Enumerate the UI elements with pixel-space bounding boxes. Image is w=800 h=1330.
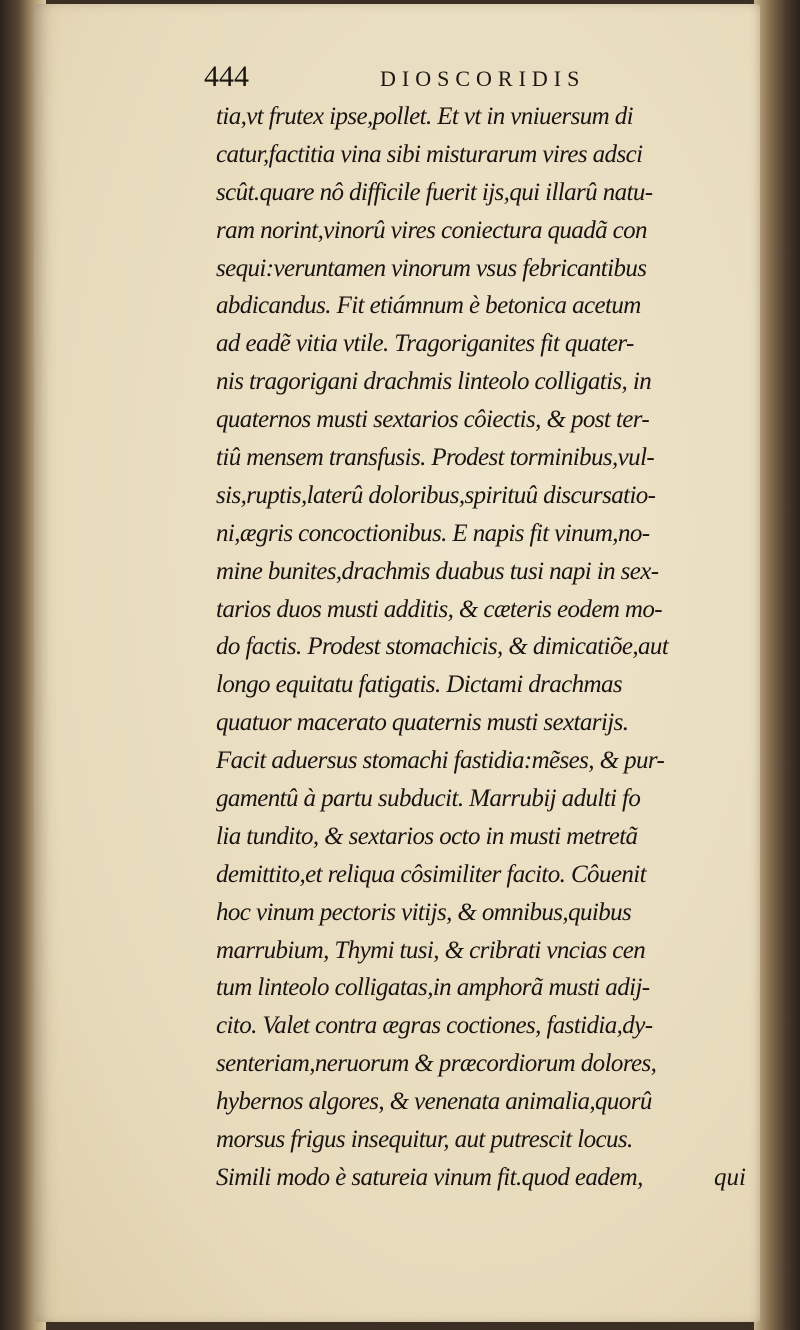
text-line: morsus frigus insequitur, aut putrescit locus. [216,1126,633,1154]
text-line: longo equitatu fatigatis. Dictami drachmas [216,671,623,699]
running-head: DIOSCORIDIS [380,66,586,91]
text-line: demittito,et reliqua côsimiliter facito. Côuenit [216,860,646,888]
catchword: qui [714,1164,746,1191]
page-header [204,60,704,100]
text-line: quaternos musti sextarios côiectis, & post ter- [216,406,650,434]
text-line: sis,ruptis,laterû doloribus,spirituû discursatio- [216,481,656,509]
text-line: nis tragorigani drachmis linteolo colligatis, in [216,368,652,396]
text-line: Simili modo è satureia vinum fit.quod eadem, [216,1163,643,1191]
text-line: tiû mensem transfusis. Prodest torminibus,vul- [216,444,655,472]
text-line: hoc vinum pectoris vitijs, & omnibus,quibus [216,898,632,926]
text-line: tum linteolo colligatas,in amphorã musti adij- [216,974,650,1002]
text-line: ram norint,vinorû vires coniectura quadã con [216,216,647,244]
text-line: tarios duos musti additis, & cæteris eodem mo- [216,595,663,623]
text-line: ni,ægris concoctionibus. E napis fit vinum,no- [216,519,650,547]
body-text [216,98,786,1197]
text-line: ad eadẽ vitia vtile. Tragoriganites fit quater- [216,330,634,358]
text-line: senteriam,neruorum & præcordiorum dolores, [216,1050,657,1078]
text-line: cito. Valet contra ægras coctiones, fastidia,dy- [216,1012,653,1040]
page-number: 444 [204,60,249,93]
text-line: sequi:veruntamen vinorum vsus febricantibus [216,254,647,282]
text-line: quatuor macerato quaternis musti sextarijs. [216,709,629,737]
text-line: scût.quare nô difficile fuerit ijs,qui illarû natu- [216,178,653,206]
text-line: lia tundito, & sextarios octo in musti metretã [216,822,638,850]
text-line: mine bunites,drachmis duabus tusi napi in sex- [216,557,659,585]
text-line: Facit aduersus stomachi fastidia:mẽses, & pur- [216,747,665,775]
text-line: abdicandus. Fit etiámnum è betonica acetum [216,292,641,320]
text-line: hybernos algores, & venenata animalia,quorû [216,1088,652,1116]
text-line: marrubium, Thymi tusi, & cribrati vncias cen [216,936,646,964]
text-line: do factis. Prodest stomachicis, & dimicatiõe,aut [216,633,669,661]
text-line: tia,vt frutex ipse,pollet. Et vt in vniuersum di [216,103,633,130]
text-line: catur,factitia vina sibi misturarum vires adsci [216,140,643,168]
text-line: gamentû à partu subducit. Marrubij adulti fo [216,785,641,813]
